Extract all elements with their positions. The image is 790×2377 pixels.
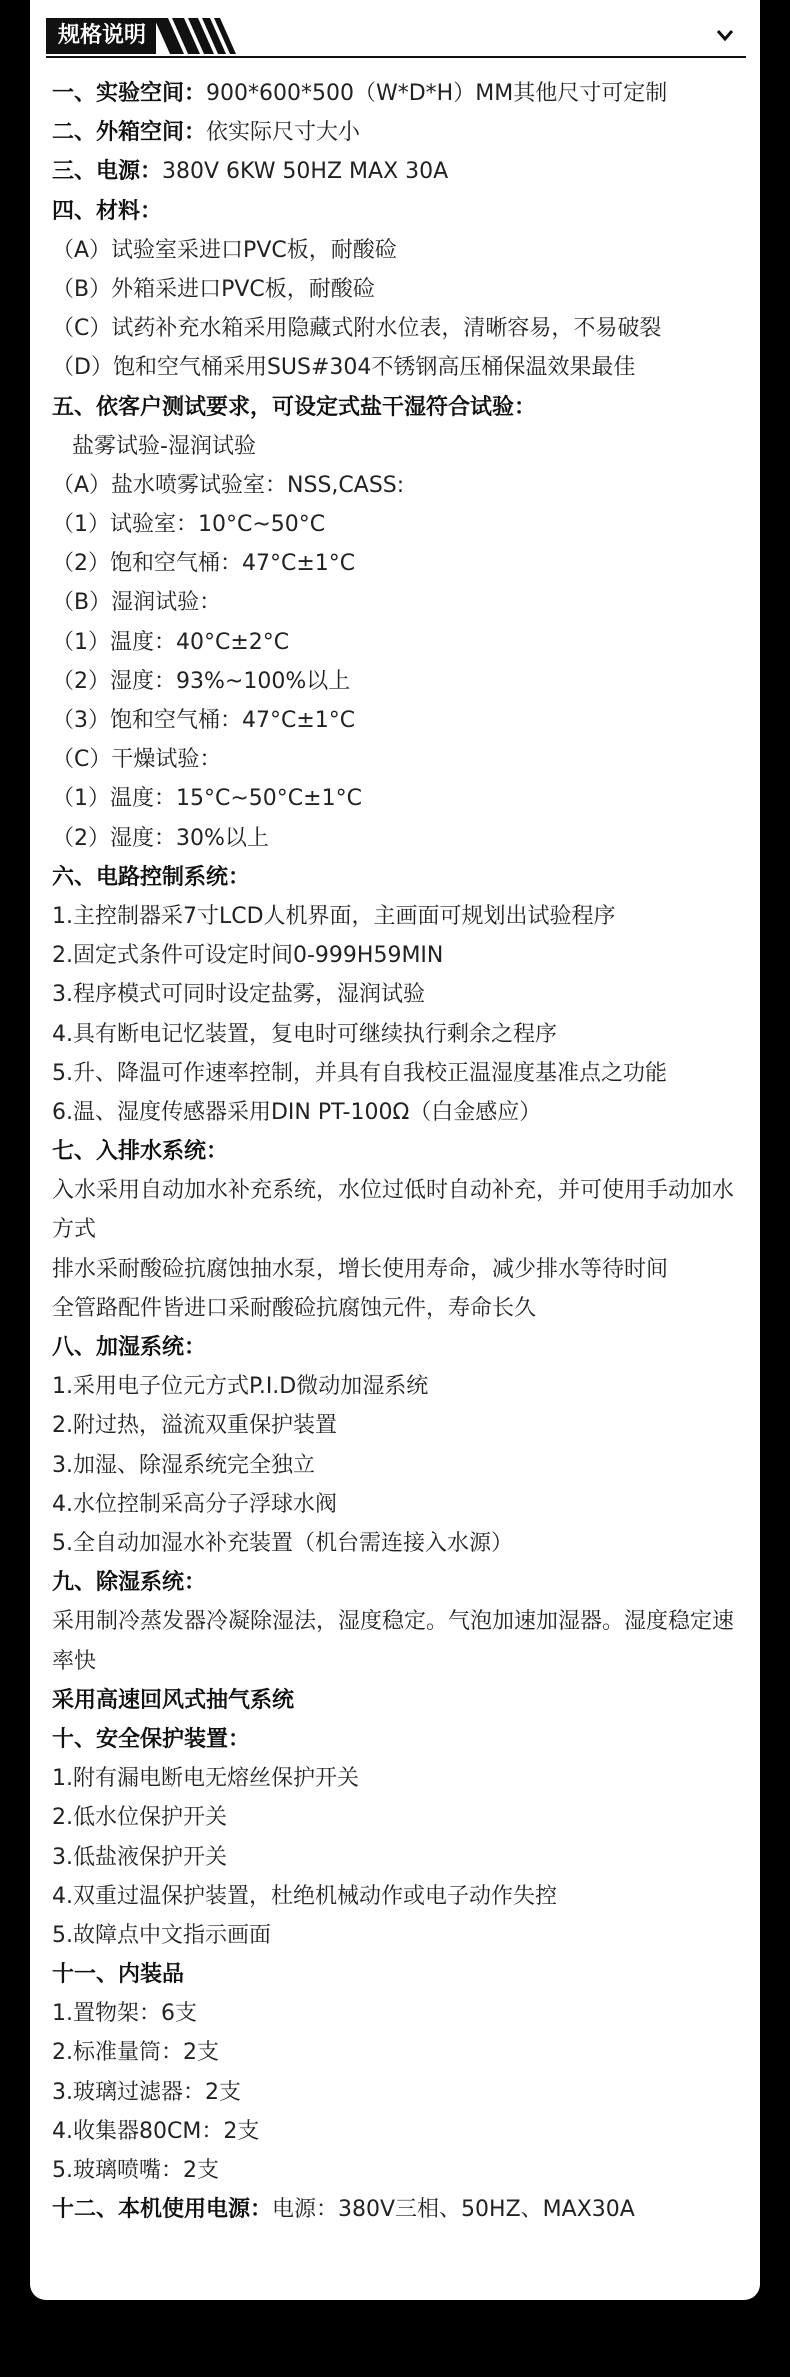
spec-line <box>52 583 742 622</box>
spec-text: 5.玻璃喷嘴：2支 <box>52 2158 219 2183</box>
spec-text: 6.温、湿度传感器采用DIN PT-100Ω（白金感应） <box>52 1099 542 1125</box>
spec-line <box>52 2112 742 2151</box>
spec-line <box>52 466 742 505</box>
spec-text: 1.主控制器采7寸LCD人机界面，主画面可规划出试验程序 <box>52 903 616 929</box>
spec-text: 依实际尺寸大小 <box>206 120 361 146</box>
spec-line <box>52 427 742 466</box>
spec-line <box>52 1054 742 1093</box>
spec-text: 5.故障点中文指示画面 <box>52 1922 271 1948</box>
spec-text: 4.收集器80CM：2支 <box>52 2118 260 2144</box>
spec-text: （3）饱和空气桶：47°C±1°C <box>52 708 356 733</box>
spec-text: 排水采耐酸硷抗腐蚀抽水泵，增长使用寿命，减少排水等待时间 <box>52 1256 669 1282</box>
spec-text: （B）外箱采进口PVC板，耐酸硷 <box>52 276 375 302</box>
spec-line <box>52 309 742 348</box>
spec-line <box>52 858 742 897</box>
spec-heading: 十二、本机使用电源： <box>52 2197 273 2223</box>
spec-text: 3.玻璃过滤器：2支 <box>52 2079 241 2105</box>
spec-line <box>52 544 742 583</box>
spec-line <box>52 1681 742 1720</box>
spec-line <box>52 662 742 701</box>
spec-card <box>30 0 760 2300</box>
spec-line <box>52 1602 742 1680</box>
spec-text: 1.置物架：6支 <box>52 2001 197 2027</box>
spec-text: 2.标准量筒：2支 <box>52 2040 219 2066</box>
spec-line <box>52 1524 742 1563</box>
spec-text: （2）饱和空气桶：47°C±1°C <box>52 551 356 577</box>
spec-line <box>52 2033 742 2072</box>
spec-line <box>52 1994 742 2033</box>
spec-text: 900*600*500（W*D*H）MM其他尺寸可定制 <box>206 81 668 106</box>
spec-line <box>52 1720 742 1759</box>
spec-text: （1）温度：15°C~50°C±1°C <box>52 786 362 812</box>
spec-line <box>52 1093 742 1132</box>
spec-line <box>52 779 742 818</box>
spec-line <box>52 1563 742 1602</box>
spec-text: 入水采用自动加水补充系统，水位过低时自动补充，并可使用手动加水方式 <box>52 1178 735 1243</box>
spec-line <box>52 1250 742 1289</box>
spec-line <box>52 1446 742 1485</box>
section-title: 规格说明 <box>46 18 156 54</box>
spec-line <box>52 2151 742 2190</box>
spec-line <box>52 152 742 191</box>
spec-heading: 七、入排水系统： <box>52 1139 229 1165</box>
spec-text: 3.加湿、除湿系统完全独立 <box>52 1452 315 1478</box>
spec-text: （2）湿度：93%~100%以上 <box>52 668 351 694</box>
spec-heading: 一、实验空间： <box>52 81 207 106</box>
spec-heading: 十、安全保护装置： <box>52 1726 251 1752</box>
spec-line <box>52 270 742 309</box>
spec-line <box>52 1798 742 1837</box>
section-header <box>46 18 746 58</box>
spec-text: 380V 6KW 50HZ MAX 30A <box>162 159 449 185</box>
spec-line <box>52 975 742 1014</box>
spec-text: 5.全自动加湿水补充装置（机台需连接入水源） <box>52 1530 513 1556</box>
spec-line <box>52 1171 742 1249</box>
spec-heading: 十一、内装品 <box>52 1962 185 1988</box>
spec-text: （A）试验室采进口PVC板，耐酸硷 <box>52 237 397 263</box>
spec-line <box>52 1015 742 1054</box>
spec-text: 1.采用电子位元方式P.I.D微动加湿系统 <box>52 1374 429 1400</box>
spec-line <box>52 505 742 544</box>
spec-text: （1）试验室：10°C~50°C <box>52 512 326 538</box>
spec-text: 全管路配件皆进口采耐酸硷抗腐蚀元件，寿命长久 <box>52 1295 537 1321</box>
spec-line <box>52 1759 742 1798</box>
spec-line <box>52 2190 742 2229</box>
spec-line <box>52 192 742 231</box>
spec-text: 4.水位控制采高分子浮球水阀 <box>52 1491 337 1517</box>
spec-text: 5.升、降温可作速率控制，并具有自我校正温湿度基准点之功能 <box>52 1060 667 1086</box>
spec-line <box>52 1955 742 1994</box>
spec-heading: 九、除湿系统： <box>52 1570 207 1596</box>
spec-line <box>52 2073 742 2112</box>
spec-text: 1.附有漏电断电无熔丝保护开关 <box>52 1766 359 1792</box>
spec-line <box>52 1838 742 1877</box>
spec-line <box>52 1367 742 1406</box>
spec-text: （A）盐水喷雾试验室：NSS,CASS: <box>52 472 405 498</box>
spec-line <box>52 388 742 427</box>
spec-line <box>52 623 742 662</box>
spec-heading: 六、电路控制系统： <box>52 864 251 890</box>
spec-line <box>52 1916 742 1955</box>
spec-text: 采用制冷蒸发器冷凝除湿法，湿度稳定。气泡加速加湿器。湿度稳定速率快 <box>52 1609 735 1674</box>
spec-line <box>52 740 742 779</box>
spec-line <box>52 1328 742 1367</box>
spec-text: （2）湿度：30%以上 <box>52 825 269 851</box>
spec-line <box>52 1877 742 1916</box>
spec-heading: 四、材料： <box>52 198 163 224</box>
spec-text: 4.双重过温保护装置，杜绝机械动作或电子动作失控 <box>52 1883 557 1909</box>
spec-line <box>52 1132 742 1171</box>
spec-text: （C）试药补充水箱采用隐藏式附水位表，清晰容易，不易破裂 <box>52 316 662 342</box>
spec-line <box>52 819 742 858</box>
spec-text: （D）饱和空气桶采用SUS#304不锈钢高压桶保温效果最佳 <box>52 355 636 381</box>
spec-heading: 三、电源： <box>52 159 163 185</box>
spec-text: 4.具有断电记忆装置，复电时可继续执行剩余之程序 <box>52 1021 557 1047</box>
spec-line <box>52 897 742 936</box>
spec-text: 盐雾试验-湿润试验 <box>72 433 256 459</box>
spec-line <box>52 1406 742 1445</box>
spec-line <box>52 348 742 387</box>
chevron-down-icon[interactable] <box>712 22 738 48</box>
spec-list <box>52 74 742 2229</box>
spec-line <box>52 1485 742 1524</box>
spec-line <box>52 113 742 152</box>
spec-text: （C）干燥试验： <box>52 747 222 773</box>
spec-text: 3.程序模式可同时设定盐雾，湿润试验 <box>52 982 425 1008</box>
stripes-decoration <box>154 18 264 54</box>
spec-text: 2.固定式条件可设定时间0-999H59MIN <box>52 943 444 969</box>
spec-line <box>52 936 742 975</box>
spec-text: （B）湿润试验： <box>52 590 222 616</box>
spec-line <box>52 1289 742 1328</box>
spec-line <box>52 701 742 740</box>
spec-line <box>52 74 742 113</box>
spec-text: 2.附过热，溢流双重保护装置 <box>52 1413 337 1439</box>
spec-heading: 五、依客户测试要求，可设定式盐干湿符合试验： <box>52 394 537 420</box>
spec-text: 2.低水位保护开关 <box>52 1805 227 1831</box>
spec-text: 3.低盐液保护开关 <box>52 1844 227 1870</box>
spec-line <box>52 231 742 270</box>
spec-text: （1）温度：40°C±2°C <box>52 629 290 655</box>
spec-heading: 八、加湿系统： <box>52 1335 207 1361</box>
spec-heading: 采用高速回风式抽气系统 <box>52 1687 295 1713</box>
spec-heading: 二、外箱空间： <box>52 120 207 146</box>
spec-text: 电源：380V三相、50HZ、MAX30A <box>272 2197 635 2223</box>
